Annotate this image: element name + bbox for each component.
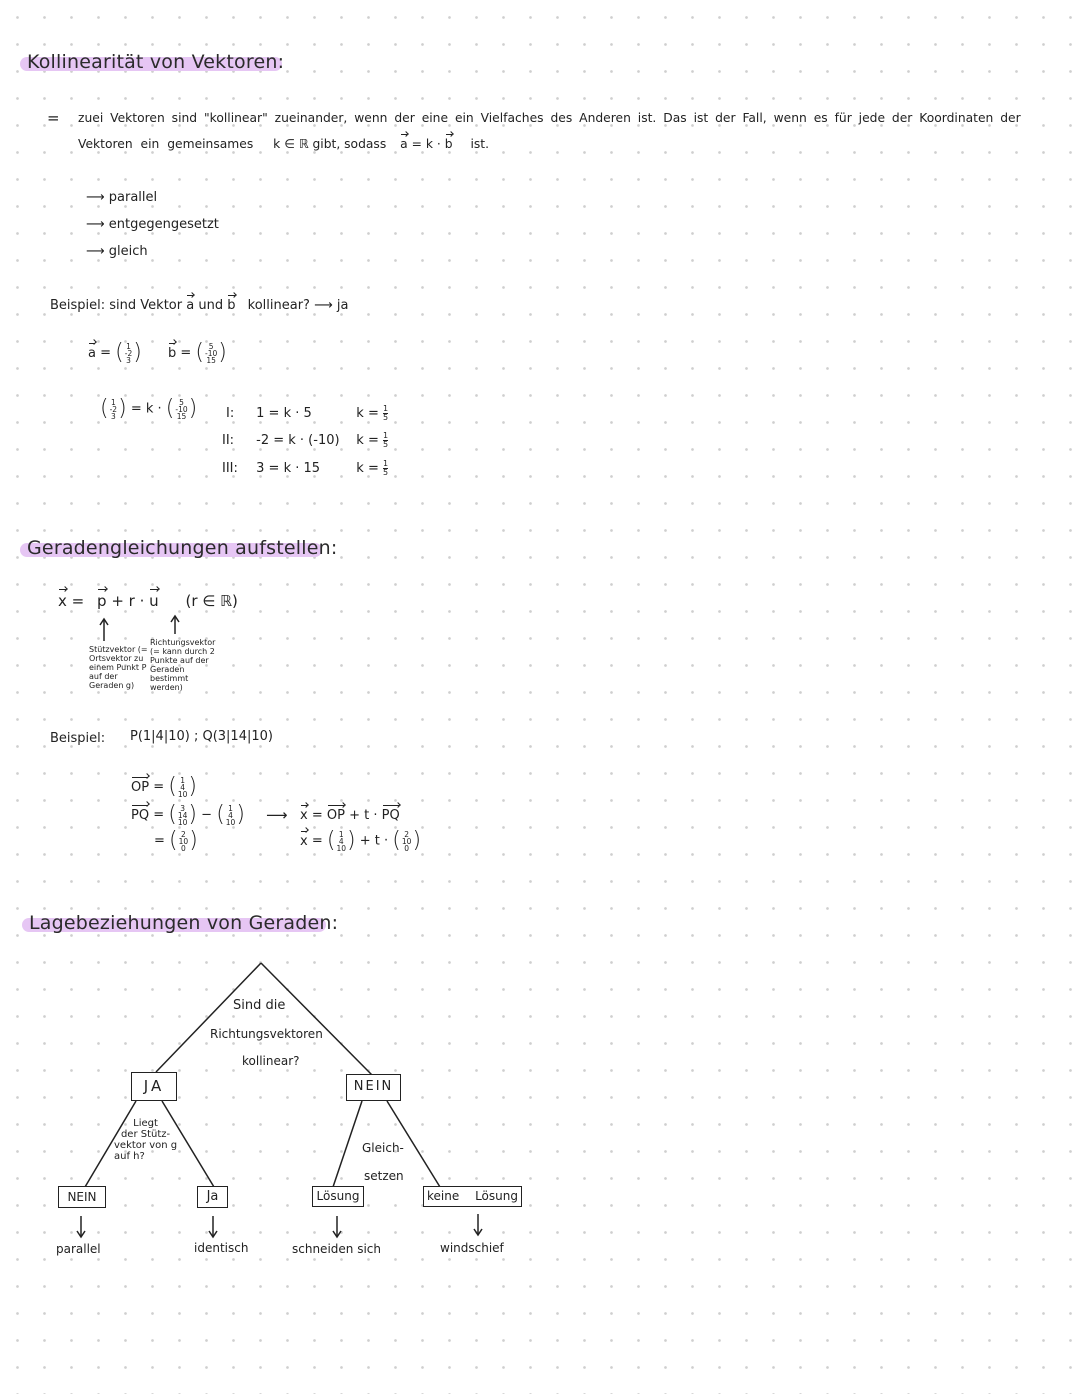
op-label: OP: [131, 779, 150, 795]
ja-question-line: vektor von g: [114, 1140, 178, 1151]
vector-x-label: x: [300, 808, 308, 823]
bullet-label: gleich: [108, 244, 148, 259]
ja-question-line: auf h?: [114, 1151, 145, 1162]
example-vector-b: b: [227, 298, 236, 313]
definition-text-f: ist.: [470, 137, 489, 151]
nein-question: [362, 1134, 404, 1190]
richtungsvektor-note: Richtungsvektor (= kann durch 2 Punkte auf der Geraden bestimmt werden): [150, 638, 216, 692]
example-text-e: kollinear?: [247, 298, 310, 313]
root-question-line-3: kollinear?: [242, 1054, 300, 1068]
vector-u-label: u: [149, 592, 159, 610]
vector-b-column: ( 5 -10 15 ): [165, 396, 198, 421]
equals-sign: =: [71, 592, 85, 610]
equation-roman: I:: [226, 406, 235, 421]
line2-direction-column: ( 2 10 0 ): [392, 828, 422, 853]
stuetzvektor-note: Stützvektor (= Ortsvektor zu einem Punkt P auf der Geraden g): [89, 645, 148, 690]
definition-vector-a: a: [400, 137, 408, 151]
leaf-loesung-box: Lösung: [312, 1186, 364, 1207]
definition-text-d: = k ·: [411, 137, 441, 151]
section-title-kollinearitaet: Kollinearität von Vektoren:: [27, 51, 285, 73]
equation-roman: III:: [222, 461, 238, 476]
pq-minus: −: [201, 807, 213, 823]
line1-op: OP: [326, 808, 345, 823]
equation-k: k =: [356, 433, 379, 448]
root-question-line-1: Sind die: [233, 998, 286, 1013]
bullet-label: entgegengesetzt: [108, 217, 219, 232]
arrow-right-icon: ⟶: [314, 298, 333, 313]
ja-box: JA: [131, 1072, 177, 1101]
nein-question-line: setzen: [364, 1169, 404, 1183]
definition-text-b: k ∈ ℝ gibt, sodass: [273, 137, 387, 151]
op-column: ( 1 4 10 ): [168, 774, 197, 799]
leaf-keine-loesung-box: keine Lösung: [423, 1186, 522, 1207]
arrow-right-icon: ⟶: [86, 244, 105, 259]
arrow-right-icon: ⟶: [86, 217, 105, 232]
line2-plus-t: + t ·: [359, 833, 389, 849]
line1-pq: PQ: [381, 808, 400, 823]
vector-a-label: a: [88, 345, 96, 361]
definition-equals-sign: =: [47, 109, 60, 127]
definition-text-a: Vektoren ein gemeinsames: [78, 137, 254, 151]
pq-result-equals: =: [154, 833, 165, 849]
tree-edge-nein-loesung: [333, 1101, 362, 1187]
pq-label: PQ: [131, 807, 150, 823]
pq-column-q: ( 3 14 10 ): [168, 802, 197, 827]
equation-k: k =: [356, 461, 379, 476]
line1-plus-t: + t ·: [349, 808, 378, 823]
vector-a-column: ( 1 -2 3 ): [115, 340, 142, 365]
op-equals: =: [153, 779, 165, 795]
nein-box: NEIN: [346, 1074, 401, 1101]
example-text-c: und: [198, 298, 224, 313]
vector-a-definition: a = ( 1 -2 3 ) b = ( 5 -10 15 ): [88, 340, 227, 365]
result-identisch: identisch: [194, 1241, 249, 1255]
definition-vector-b: b: [444, 137, 453, 151]
leaf-ja-box: Ja: [197, 1186, 228, 1208]
vector-b-column: ( 5 -10 15 ): [195, 340, 227, 365]
vector-x-label: x: [58, 592, 67, 610]
root-question-line-2: Richtungsvektoren: [210, 1027, 323, 1041]
section-title-lagebeziehungen: Lagebeziehungen von Geraden:: [29, 912, 339, 934]
pq-column-p: ( 1 4 10 ): [216, 802, 245, 827]
equation-expr: 3 = k · 15: [256, 461, 321, 476]
vector-p-label: p: [97, 592, 107, 610]
definition-line-1: zuei Vektoren sind "kollinear" zueinander, wenn der eine ein Vielfaches des Anderen ist. Das ist der Fall, wenn es für jede der Koordinaten der: [78, 111, 1021, 125]
equation-fraction: $\frac{1}{5}$: [382, 459, 389, 477]
equation-expr: -2 = k · (-10): [256, 433, 340, 448]
vector-b-label: b: [167, 345, 177, 361]
ja-question-line: der Stütz-: [120, 1129, 171, 1140]
equation-fraction: $\frac{1}{5}$: [382, 431, 389, 449]
ja-question-line: Liegt: [133, 1118, 158, 1129]
vector-a-column: ( 1 -2 3 ): [100, 396, 127, 421]
equation-expr: 1 = k · 5: [256, 406, 312, 421]
arrow-right-icon: ⟶: [86, 190, 105, 205]
section-title-geradengleichungen: Geradengleichungen aufstellen:: [27, 537, 338, 559]
nein-question-line: Gleich-: [362, 1141, 404, 1155]
equals-k: = k ·: [130, 401, 162, 417]
result-windschief: windschief: [440, 1241, 504, 1255]
line2-equals: =: [311, 833, 323, 849]
pq-result-column: ( 2 10 0 ): [169, 828, 198, 853]
line1-equals: =: [311, 808, 323, 823]
bullet-label: parallel: [108, 190, 158, 205]
ja-question: [114, 1118, 177, 1162]
pq-equals: =: [153, 807, 165, 823]
equation-fraction: $\frac{1}{5}$: [382, 404, 389, 422]
example2-points: P(1|4|10) ; Q(3|14|10): [130, 729, 273, 744]
vector-x-label: x: [300, 833, 308, 849]
result-schneiden-sich: schneiden sich: [292, 1242, 381, 1256]
example-answer: ja: [336, 298, 349, 313]
line2-support-column: ( 1 4 10 ): [326, 828, 356, 853]
domain-r: (r ∈ ℝ): [185, 592, 238, 610]
example-vector-a: a: [186, 298, 195, 313]
plus-r: + r ·: [111, 592, 145, 610]
arrow-right-icon: ⟶: [266, 806, 288, 824]
equation-roman: II:: [222, 433, 235, 448]
result-parallel: parallel: [56, 1242, 101, 1256]
example2-label: Beispiel:: [50, 731, 106, 746]
equation-k: k =: [356, 406, 379, 421]
example-text-a: Beispiel: sind Vektor: [50, 298, 183, 313]
leaf-nein-box: NEIN: [58, 1186, 106, 1208]
